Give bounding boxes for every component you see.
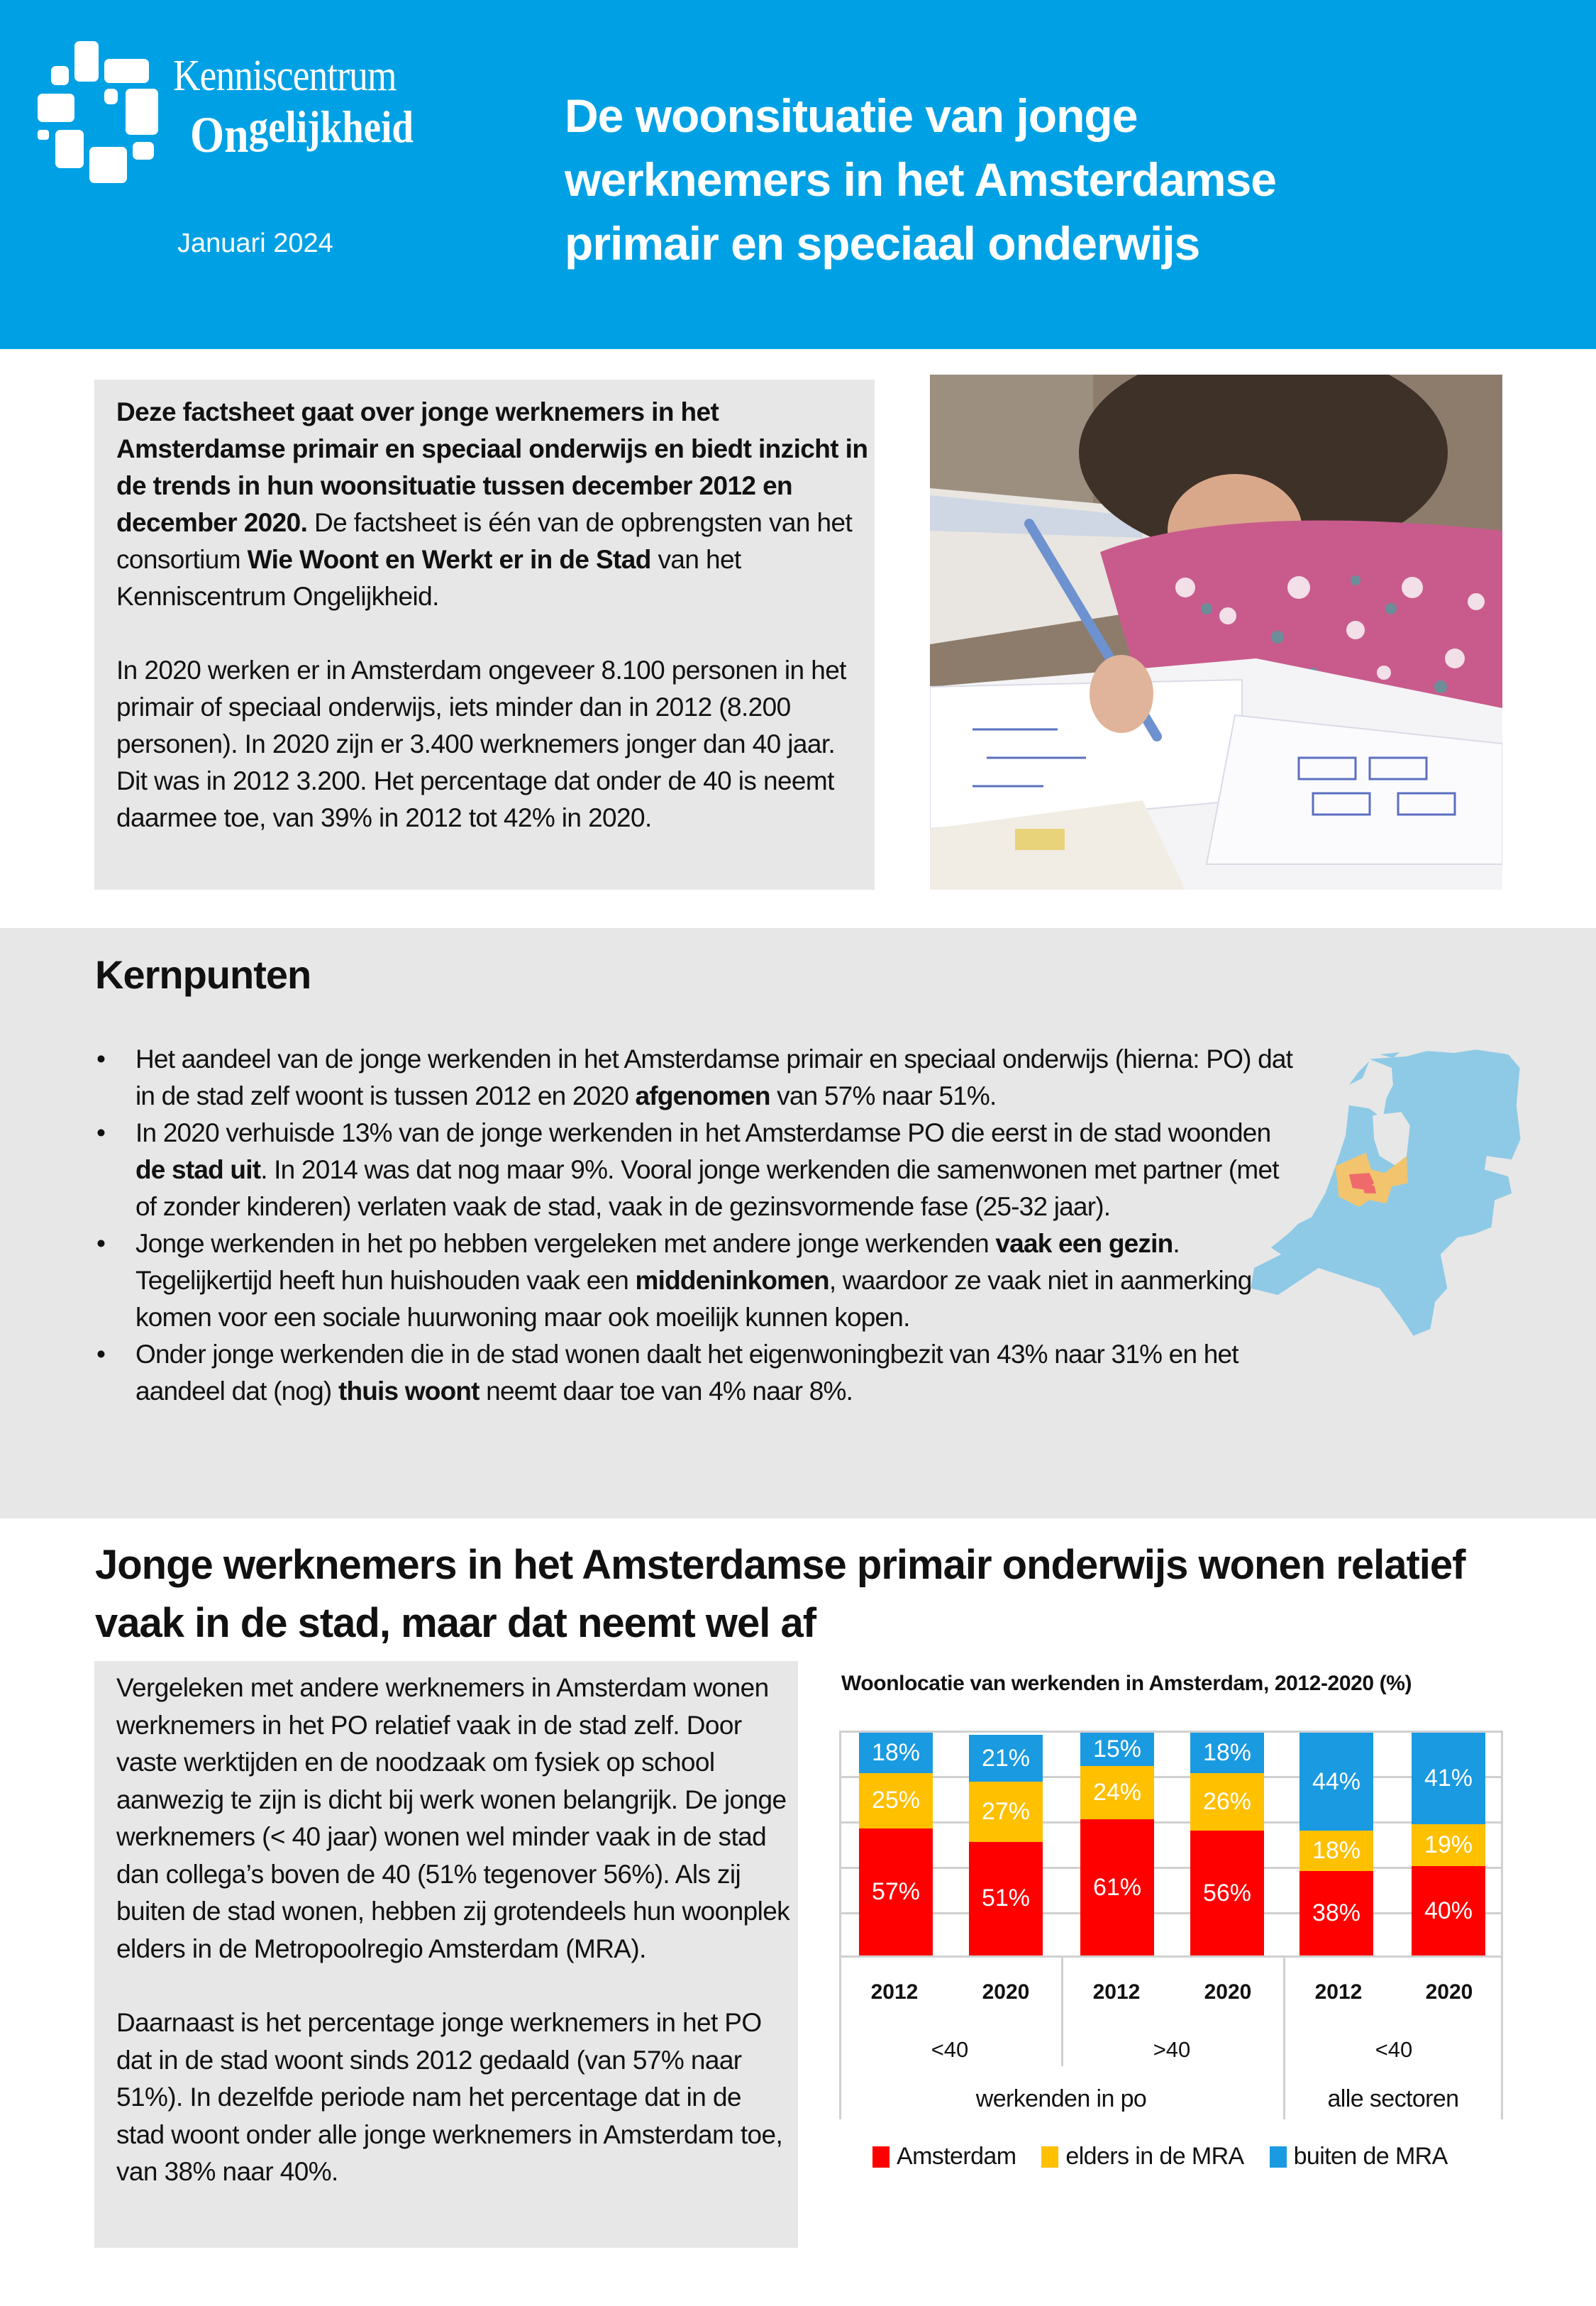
x-tick-label: 2020 <box>1425 1980 1473 2004</box>
legend-item-elders-mra: elders in de MRA <box>1041 2143 1243 2170</box>
bar-segment <box>1190 1831 1264 1955</box>
age-group-label: <40 <box>1375 2037 1413 2062</box>
bar-segment <box>1412 1866 1485 1955</box>
chart-legend <box>872 2143 1448 2170</box>
bar-segment <box>1299 1831 1373 1871</box>
bar-value-label: 18% <box>871 1738 921 1766</box>
bullet-icon: • <box>96 1044 106 1074</box>
x-tick-label: 2020 <box>982 1980 1030 2004</box>
body-text: Vergeleken met andere werknemers in Amsterdam wonen werknemers in het PO relatief vaak in de stad zelf. Door vaste werktijden en de noodzaak om fysiek op school aanwezig te zijn is dicht bij werk wonen belangrijk. De jonge werknemers (< 40 jaar) wonen wel minder vaak in de stad dan collega’s boven de 40 (51% tegenover 56%). Als zij buiten de stad wonen, hebben zij grotendeels hun woonplek elders in de Metropoolregio Amsterdam (MRA). Daarnaast is het percentage jonge werknemers in het PO dat in de stad woont sinds 2012 gedaald (van 57% naar 51%). In dezelfde periode nam het percentage dat in de stad woont onder alle jonge werknemers in Amsterdam toe, van 38% naar 40%. <box>116 1673 790 2186</box>
bar-segment <box>859 1828 933 1955</box>
bar-segment <box>859 1773 933 1829</box>
kernpunt-item: • Jonge werkenden in het po hebben vergeleken met andere jonge werkenden vaak een gezin. Tegelijkertijd heeft hun huishouden vaak een middeninkomen, waardoor ze vaak niet in aanmerking komen voor een sociale huurwoning maar ook moeilijk kunnen kopen. <box>96 1225 1302 1336</box>
age-group-label: <40 <box>931 2037 969 2062</box>
bar-value-label: 25% <box>871 1787 921 1814</box>
child-writing-photo <box>930 375 1502 890</box>
stacked-bar-chart <box>839 1731 1503 1958</box>
age-group-label: >40 <box>1153 2037 1191 2062</box>
stacked-bar <box>859 1733 933 1955</box>
bullet-icon: • <box>96 1118 106 1147</box>
section-heading: Jonge werknemers in het Amsterdamse primair onderwijs wonen relatief vaak in de stad, maar dat neemt wel af <box>95 1542 1465 1646</box>
bar-segment <box>969 1842 1043 1955</box>
red-swatch-icon <box>872 2146 890 2168</box>
sector-group-label: werkenden in po <box>975 2085 1147 2112</box>
kernpunt-item: • Onder jonge werkenden die in de stad wonen daalt het eigenwoningbezit van 43% naar 31% en het aandeel dat (nog) thuis woont neemt daar toe van 4% naar 8%. <box>96 1336 1302 1410</box>
stacked-bar <box>1080 1733 1154 1955</box>
bar-value-label: 61% <box>1092 1873 1142 1901</box>
bar-value-label: 51% <box>981 1885 1031 1912</box>
kernpunt-item: • Het aandeel van de jonge werkenden in het Amsterdamse primair en speciaal onderwijs (hierna: PO) dat in de stad zelf woont is tussen 2012 en 2020 afgenomen van 57% naar 51%. <box>96 1041 1302 1115</box>
bar-segment <box>1190 1773 1264 1831</box>
bar-segment <box>859 1733 933 1773</box>
brand-name-line1: Kenniscentrum <box>173 52 397 100</box>
bar-segment <box>1080 1766 1154 1819</box>
bar-segment <box>1299 1733 1373 1831</box>
bar-value-label: 41% <box>1424 1764 1473 1792</box>
bar-value-label: 18% <box>1202 1738 1252 1766</box>
x-tick-label: 2012 <box>1314 1980 1363 2004</box>
intro-text: Deze factsheet gaat over jonge werknemers in het Amsterdamse primair en speciaal onderwijs en biedt inzicht in de trends in hun woonsituatie tussen december 2012 en december 2020. De factsheet is één van de opbrengsten van het consortium Wie Woont en Werkt er in de Stad van het Kenniscentrum Ongelijkheid. In 2020 werken er in Amsterdam ongeveer 8.100 personen in het primair of speciaal onderwijs, iets minder dan in 2012 (8.200 personen). In 2020 zijn er 3.400 werknemers jonger dan 40 jaar. Dit was in 2012 3.200. Het percentage dat onder de 40 is neemt daarmee toe, van 39% in 2012 tot 42% in 2020. <box>116 397 868 832</box>
legend-item-buiten-mra: buiten de MRA <box>1270 2143 1448 2170</box>
bar-segment <box>1080 1733 1154 1766</box>
x-tick-label: 2012 <box>870 1980 919 2004</box>
publication-date: Januari 2024 <box>177 228 333 258</box>
bar-segment <box>969 1782 1043 1842</box>
bullet-icon: • <box>96 1340 106 1369</box>
bar-value-label: 27% <box>981 1797 1031 1825</box>
bar-value-label: 19% <box>1424 1831 1473 1859</box>
legend-item-amsterdam: Amsterdam <box>872 2143 1016 2170</box>
chart-x-axis <box>839 1958 1503 2121</box>
bar-segment <box>1412 1824 1485 1867</box>
kernpunten-heading: Kernpunten <box>95 952 311 997</box>
blue-swatch-icon <box>1270 2146 1287 2168</box>
bullet-icon: • <box>96 1229 106 1258</box>
bar-value-label: 15% <box>1092 1736 1142 1763</box>
stacked-bar <box>1412 1733 1485 1955</box>
bar-value-label: 40% <box>1424 1897 1473 1924</box>
stacked-bar <box>1299 1733 1373 1955</box>
x-tick-label: 2020 <box>1204 1980 1252 2004</box>
kernpunten-list <box>96 1041 1302 1410</box>
bar-segment <box>1299 1871 1373 1955</box>
x-tick-label: 2012 <box>1092 1980 1141 2004</box>
amber-swatch-icon <box>1041 2146 1058 2168</box>
stacked-bar <box>969 1735 1043 1955</box>
bar-value-label: 57% <box>871 1878 921 1906</box>
stacked-bar <box>1190 1733 1264 1955</box>
brand-name-line2: Ongelijkheid <box>190 101 414 163</box>
page-title: De woonsituatie van jonge werknemers in het Amsterdamse primair en speciaal onderwijs <box>565 89 1276 270</box>
bar-value-label: 38% <box>1312 1899 1361 1926</box>
kernpunt-item: • In 2020 verhuisde 13% van de jonge werkenden in het Amsterdamse PO die eerst in de stad woonden de stad uit. In 2014 was dat nog maar 9%. Vooral jonge werkenden die samenwonen met partner (met of zonder kinderen) verlaten vaak de stad, vaak in de gezinsvormende fase (25-32 jaar). <box>96 1115 1302 1225</box>
bar-value-label: 21% <box>981 1744 1031 1772</box>
bar-value-label: 24% <box>1092 1779 1142 1806</box>
bar-segment <box>1412 1733 1485 1824</box>
bar-segment <box>969 1735 1043 1782</box>
bar-segment <box>1190 1733 1264 1773</box>
bar-value-label: 44% <box>1312 1767 1361 1795</box>
bar-segment <box>1080 1819 1154 1955</box>
chart-title: Woonlocatie van werkenden in Amsterdam, 2012-2020 (%) <box>841 1672 1412 1695</box>
bar-value-label: 56% <box>1202 1879 1252 1907</box>
bar-value-label: 26% <box>1202 1787 1252 1815</box>
bar-value-label: 18% <box>1312 1836 1361 1864</box>
sector-group-label: alle sectoren <box>1327 2085 1459 2112</box>
